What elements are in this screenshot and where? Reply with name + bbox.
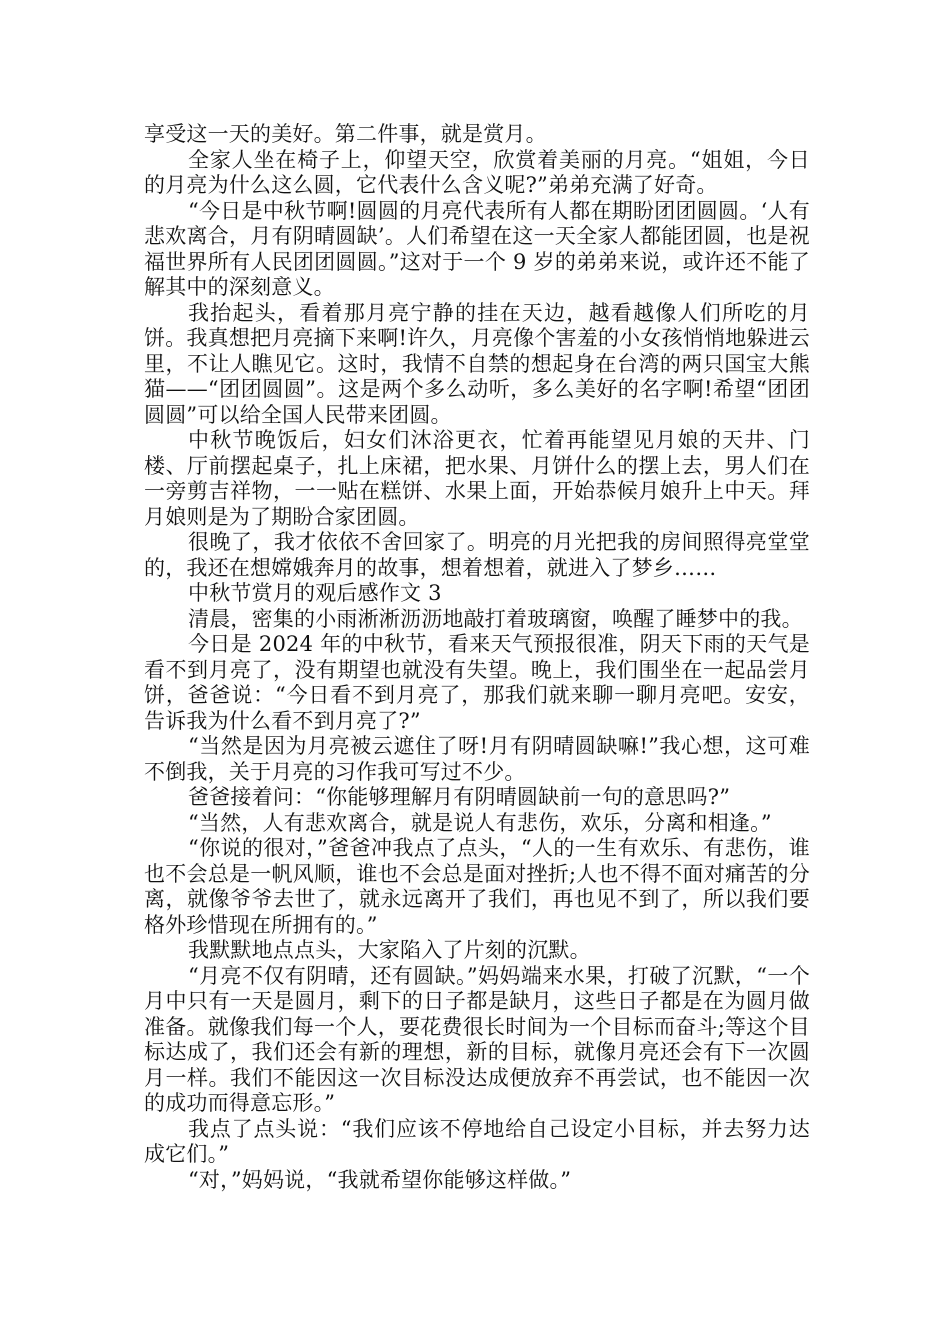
paragraph: 中秋节晚饭后，妇女们沐浴更衣，忙着再能望见月娘的天井、门楼、厅前摆起桌子，扎上床裙，把水果、月饼什么的摆上去，男人们在一旁剪吉祥物，一一贴在糕饼、水果上面，开始恭候月娘升上中天。拜月娘则是为了期盼合家团圆。: [144, 428, 810, 529]
paragraph: 我点了点头说：“我们应该不停地给自己设定小目标，并去努力达成它们。”: [144, 1116, 810, 1166]
paragraph: “当然是因为月亮被云遮住了呀!月有阴晴圆缺嘛!”我心想，这可难不倒我，关于月亮的习作我可写过不少。: [144, 734, 810, 784]
essay-body: [144, 122, 810, 1193]
paragraph: 爸爸接着问：“你能够理解月有阴晴圆缺前一句的意思吗?”: [188, 785, 731, 809]
paragraph: 很晚了，我才依依不舍回家了。明亮的月光把我的房间照得亮堂堂的，我还在想嫦娥奔月的故事，想着想着，就进入了梦乡……: [144, 530, 810, 580]
paragraph: 今日是 2024 年的中秋节，看来天气预报很准，阴天下雨的天气是看不到月亮了，没有期望也就没有失望。晚上，我们围坐在一起品尝月饼，爸爸说：“今日看不到月亮了，那我们就来聊一聊月亮吧。安安，告诉我为什么看不到月亮了?”: [144, 632, 810, 733]
paragraph: 我抬起头，看着那月亮宁静的挂在天边，越看越像人们所吃的月饼。我真想把月亮摘下来啊!许久，月亮像个害羞的小女孩悄悄地躲进云里，不让人瞧见它。这时，我情不自禁的想起身在台湾的两只国宝大熊猫——“团团圆圆”。这是两个多么动听，多么美好的名字啊!希望“团团圆圆”可以给全国人民带来团圆。: [144, 300, 810, 427]
paragraph: 清晨，密集的小雨淅淅沥沥地敲打着玻璃窗，唤醒了睡梦中的我。: [188, 606, 803, 631]
paragraph: “你说的很对，”爸爸冲我点了点头，“人的一生有欢乐、有悲伤，谁也不会总是一帆风顺，谁也不会总是面对挫折;人也不得不面对痛苦的分离，就像爷爷去世了，就永远离开了我们，再也见不到了，所以我们要格外珍惜现在所拥有的。”: [144, 836, 810, 937]
paragraph: “当然，人有悲欢离合，就是说人有悲伤，欢乐，分离和相逢。”: [188, 810, 772, 835]
paragraph: “对，”妈妈说，“我就希望你能够这样做。”: [188, 1167, 572, 1192]
paragraph: 全家人坐在椅子上，仰望天空，欣赏着美丽的月亮。“姐姐，今日的月亮为什么这么圆，它代表什么含义呢?”弟弟充满了好奇。: [144, 147, 810, 197]
paragraph: 我默默地点点头，大家陷入了片刻的沉默。: [188, 938, 591, 962]
section-heading: 中秋节赏月的观后感作文 3: [188, 581, 442, 605]
paragraph: “今日是中秋节啊!圆圆的月亮代表所有人都在期盼团团圆圆。‘人有悲欢离合，月有阴晴圆缺’。人们希望在这一天全家人都能团圆，也是祝福世界所有人民团团圆圆。”这对于一个 9 岁的弟弟来说，或许还不能了解其中的深刻意义。: [144, 198, 810, 299]
paragraph-continuation: 享受这一天的美好。第二件事，就是赏月。: [144, 122, 547, 146]
paragraph: “月亮不仅有阴晴，还有圆缺。”妈妈端来水果，打破了沉默，“一个月中只有一天是圆月，剩下的日子都是缺月，这些日子都是在为圆月做准备。就像我们每一个人，要花费很长时间为一个目标而奋斗;等这个目标达成了，我们还会有新的理想，新的目标，就像月亮还会有下一次圆月一样。我们不能因这一次目标没达成便放弃不再尝试，也不能因一次的成功而得意忘形。”: [144, 963, 810, 1115]
